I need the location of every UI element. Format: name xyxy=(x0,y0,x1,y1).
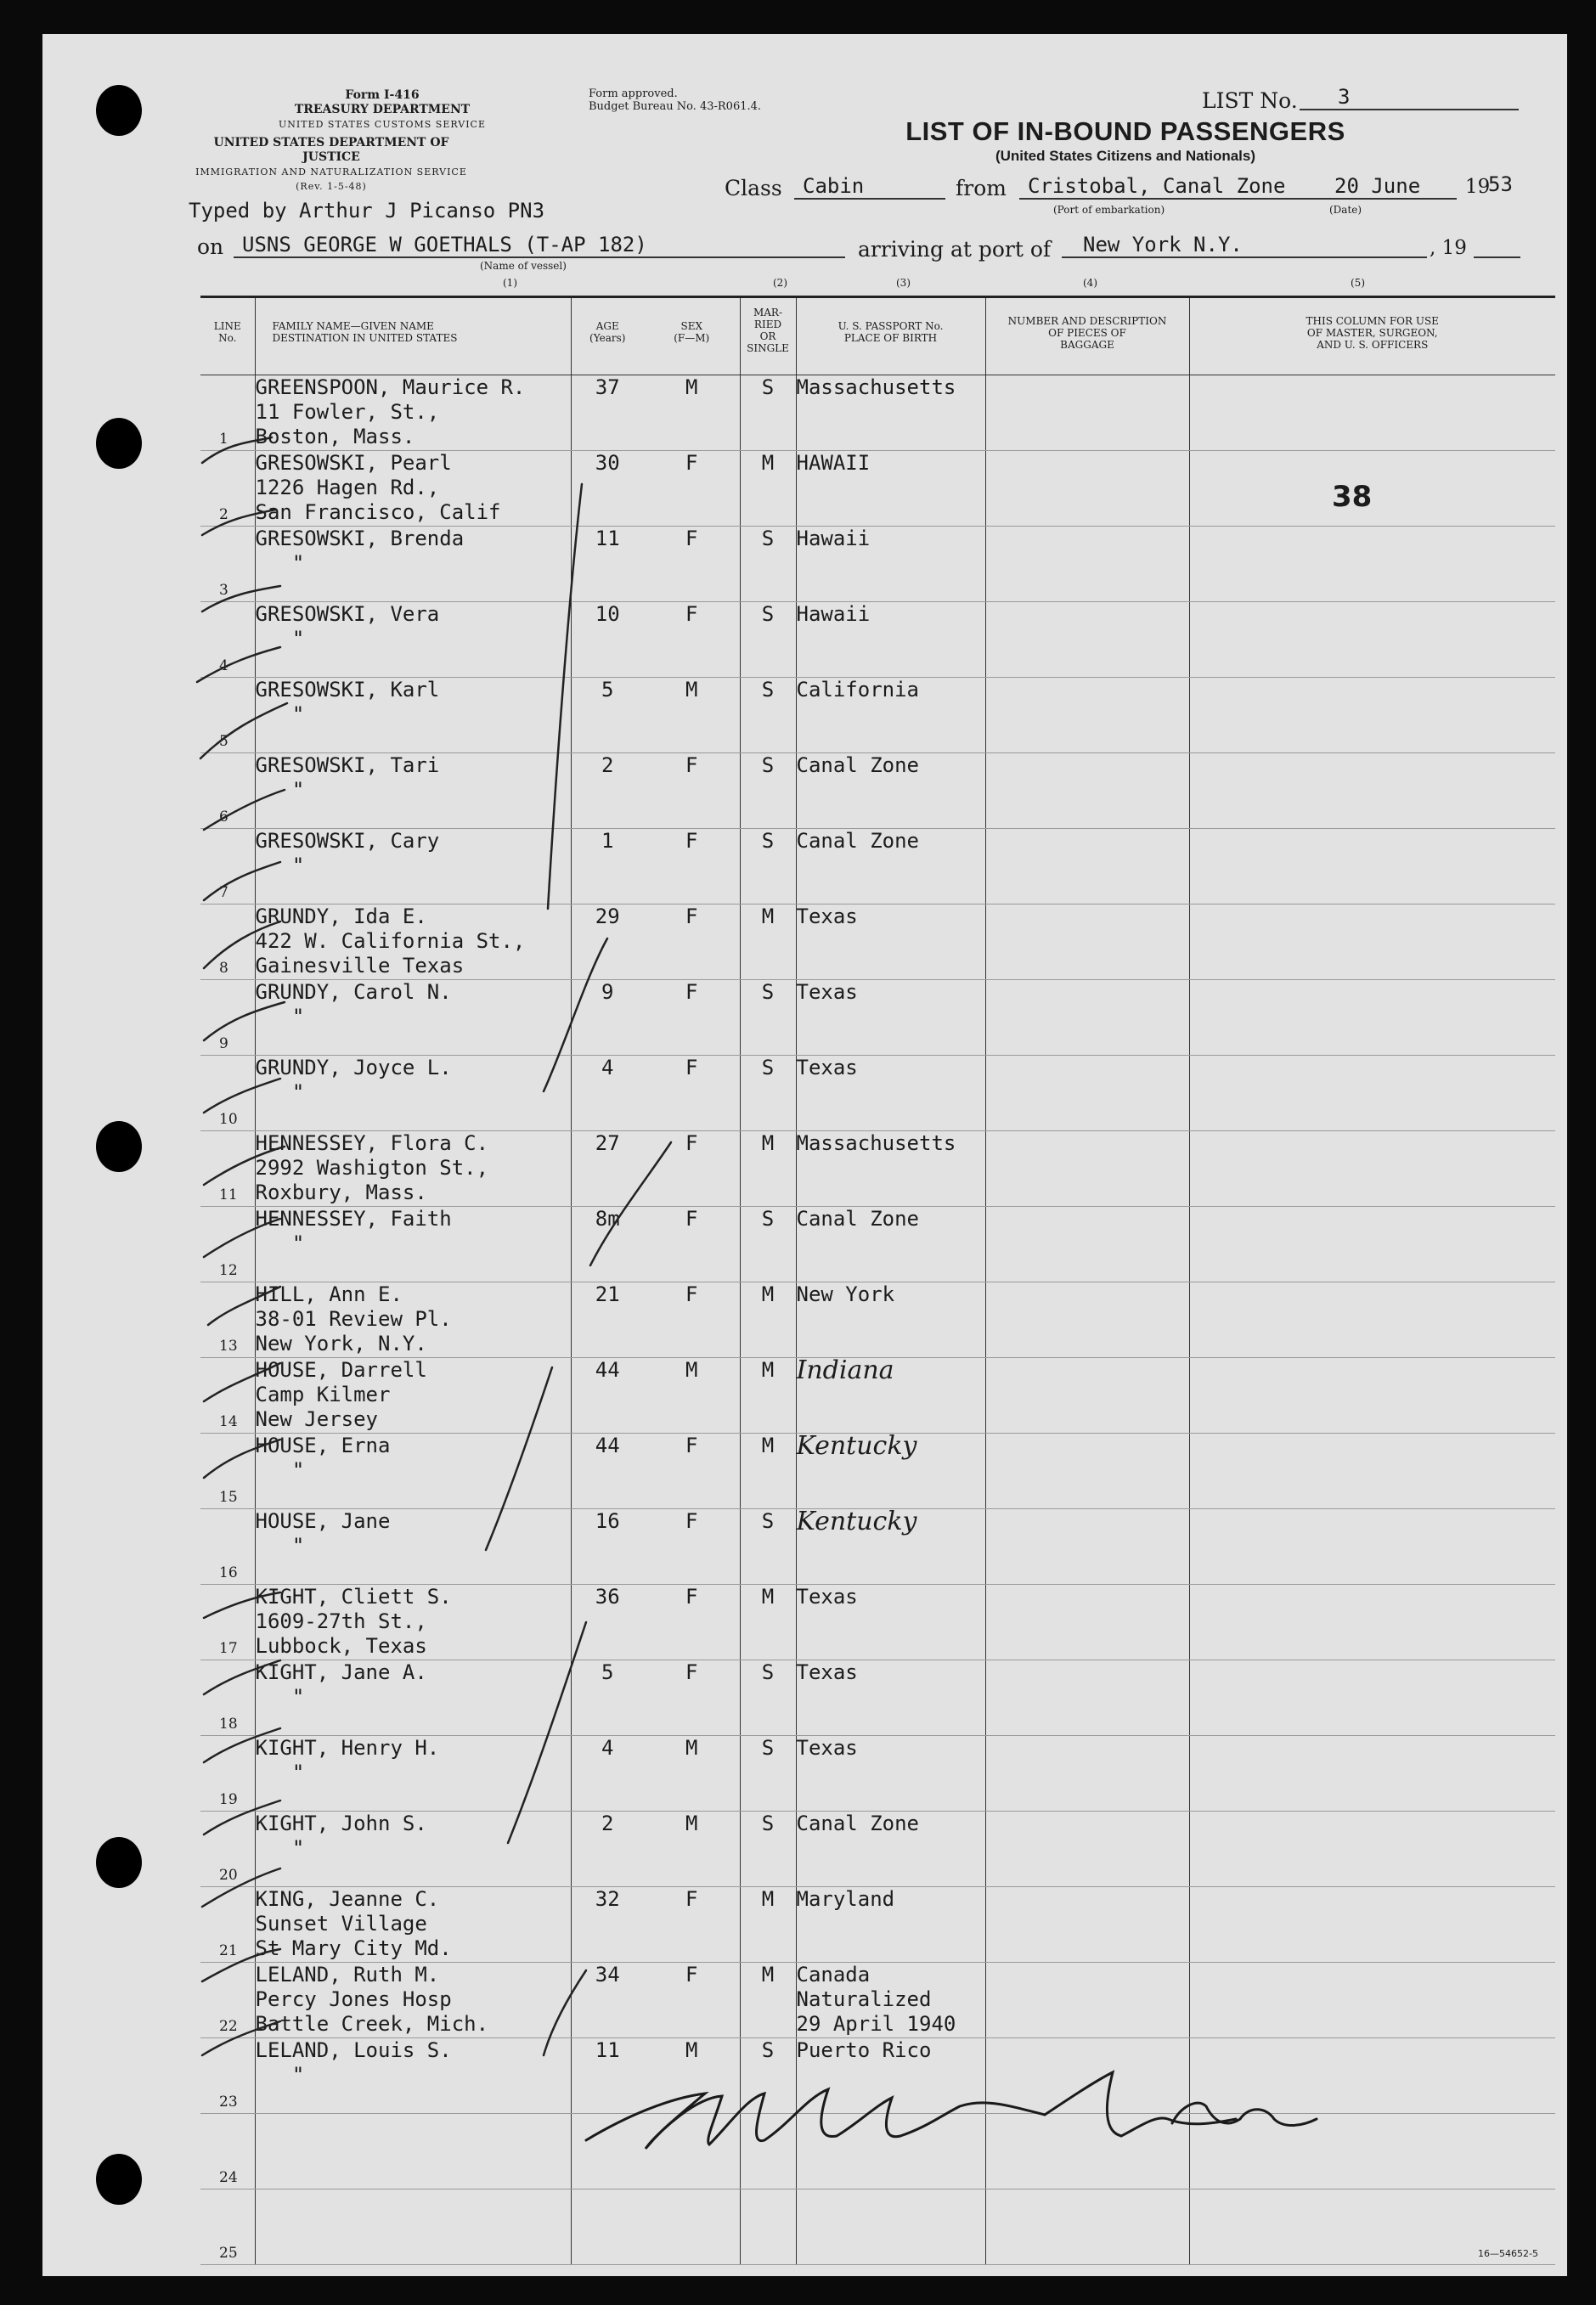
place-of-birth: Puerto Rico xyxy=(796,2038,985,2114)
class-value: Cabin xyxy=(803,174,865,198)
customs-service: UNITED STATES CUSTOMS SERVICE xyxy=(279,119,486,130)
line-number: 23 xyxy=(219,2094,238,2111)
passenger-sex: F xyxy=(644,905,740,980)
tick-mark xyxy=(204,1002,285,1040)
passenger-name: KIGHT, John S. " xyxy=(255,1812,571,1887)
passenger-name: KIGHT, Jane A. " xyxy=(255,1660,571,1736)
tick-mark xyxy=(204,1592,280,1618)
place-of-birth: Massachusetts xyxy=(796,375,985,451)
passenger-age: 11 xyxy=(571,2038,644,2114)
passenger-age: 37 xyxy=(571,375,644,451)
tick-mark xyxy=(208,1287,280,1325)
form-approved-line: Form approved. xyxy=(589,87,678,100)
bracket-line xyxy=(590,1142,671,1265)
treasury-dept: TREASURY DEPARTMENT xyxy=(294,103,471,116)
passenger-sex: F xyxy=(644,1585,740,1660)
marital-status: S xyxy=(740,375,796,451)
line-number: 17 xyxy=(219,1640,238,1657)
passenger-age: 44 xyxy=(571,1434,644,1509)
passenger-sex: M xyxy=(644,1736,740,1812)
tick-mark xyxy=(204,862,280,900)
line-number: 21 xyxy=(219,1942,238,1959)
col-header-text: SEX xyxy=(680,320,703,332)
bracket-line xyxy=(544,938,607,1091)
passenger-name: GRUNDY, Carol N. " xyxy=(255,980,571,1056)
line-number: 6 xyxy=(219,809,228,826)
passenger-sex: F xyxy=(644,1131,740,1207)
line-number: 20 xyxy=(219,1867,238,1884)
page-subtitle: (United States Citizens and Nationals) xyxy=(995,148,1256,164)
tick-mark xyxy=(200,703,287,758)
passenger-sex: F xyxy=(644,980,740,1056)
year-prefix: 19 xyxy=(1465,176,1491,198)
passenger-age: 2 xyxy=(571,1812,644,1887)
col-header-text: BAGGAGE xyxy=(1060,339,1114,351)
passenger-sex: F xyxy=(644,602,740,678)
passenger-age: 5 xyxy=(571,678,644,753)
passenger-age: 44 xyxy=(571,1358,644,1434)
passenger-sex: F xyxy=(644,1282,740,1358)
place-of-birth: Hawaii xyxy=(796,602,985,678)
form-number: Form I-416 xyxy=(345,88,420,102)
passenger-age: 2 xyxy=(571,753,644,829)
passenger-name: KIGHT, Cliett S. 1609-27th St., Lubbock, Texas xyxy=(255,1585,571,1660)
stamp-number: 38 xyxy=(1332,480,1373,514)
marital-status: M xyxy=(740,905,796,980)
page-title: LIST OF IN-BOUND PASSENGERS xyxy=(905,116,1345,146)
passenger-sex: F xyxy=(644,1963,740,2038)
marital-status: S xyxy=(740,1660,796,1736)
line-number: 8 xyxy=(219,960,228,977)
passenger-name: HOUSE, Darrell Camp Kilmer New Jersey xyxy=(255,1358,571,1434)
place-of-birth: Canal Zone xyxy=(796,753,985,829)
passenger-sex: F xyxy=(644,1056,740,1131)
passenger-age: 8m xyxy=(571,1207,644,1282)
place-of-birth: HAWAII xyxy=(796,451,985,527)
line-number: 12 xyxy=(219,1262,238,1279)
passenger-sex: F xyxy=(644,753,740,829)
marital-status: S xyxy=(740,2038,796,2114)
passenger-age: 32 xyxy=(571,1887,644,1963)
passenger-sex: F xyxy=(644,527,740,602)
marital-status: S xyxy=(740,1812,796,1887)
tick-mark xyxy=(204,1147,285,1185)
line-number: 15 xyxy=(219,1489,238,1506)
tick-mark xyxy=(197,647,280,682)
ins-service: IMMIGRATION AND NATURALIZATION SERVICE xyxy=(195,166,467,178)
tick-mark xyxy=(202,586,280,611)
place-of-birth: Texas xyxy=(796,1585,985,1660)
marital-status: M xyxy=(740,1887,796,1963)
line-number: 19 xyxy=(219,1791,238,1808)
passenger-sex: F xyxy=(644,1434,740,1509)
passenger-age: 4 xyxy=(571,1056,644,1131)
line-number: 4 xyxy=(219,657,228,674)
tick-mark xyxy=(204,1440,280,1478)
marital-status: S xyxy=(740,1056,796,1131)
arrival-port: New York N.Y. xyxy=(1083,233,1243,256)
place-of-birth: Texas xyxy=(796,1660,985,1736)
passenger-name: HENNESSEY, Faith " xyxy=(255,1207,571,1282)
passenger-sex: F xyxy=(644,1660,740,1736)
col-header-text: DESTINATION IN UNITED STATES xyxy=(272,332,458,344)
passenger-age: 5 xyxy=(571,1660,644,1736)
passenger-name: GRESOWSKI, Karl " xyxy=(255,678,571,753)
passenger-age: 4 xyxy=(571,1736,644,1812)
col-header-text: PLACE OF BIRTH xyxy=(843,332,938,344)
tick-mark xyxy=(204,1079,280,1113)
line-number: 5 xyxy=(219,733,228,750)
col-header-text: RIED xyxy=(753,318,782,330)
passenger-sex: F xyxy=(644,1887,740,1963)
line-number: 7 xyxy=(219,884,228,901)
passenger-name: KIGHT, Henry H. " xyxy=(255,1736,571,1812)
class-label: Class xyxy=(725,176,782,200)
tick-mark xyxy=(204,1728,280,1762)
passenger-age: 1 xyxy=(571,829,644,905)
marital-status: S xyxy=(740,1509,796,1585)
place-of-birth: Massachusetts xyxy=(796,1131,985,1207)
budget-bureau-line: Budget Bureau No. 43-R061.4. xyxy=(589,100,762,113)
line-number: 11 xyxy=(219,1186,238,1203)
passenger-name: GRESOWSKI, Pearl 1226 Hagen Rd., San Francisco, Calif xyxy=(255,451,571,527)
place-of-birth: Texas xyxy=(796,905,985,980)
place-of-birth: New York xyxy=(796,1282,985,1358)
passenger-name: GRESOWSKI, Brenda " xyxy=(255,527,571,602)
passenger-age: 10 xyxy=(571,602,644,678)
list-no-value: 3 xyxy=(1338,85,1351,109)
passenger-name: GRESOWSKI, Tari " xyxy=(255,753,571,829)
line-number: 24 xyxy=(219,2169,238,2186)
passenger-age: 11 xyxy=(571,527,644,602)
place-of-birth: Texas xyxy=(796,1736,985,1812)
marital-status: M xyxy=(740,1131,796,1207)
year-value: 53 xyxy=(1488,172,1513,196)
line-number: 14 xyxy=(219,1413,238,1430)
bracket-line xyxy=(508,1622,586,1843)
col-number: (5) xyxy=(1351,277,1365,289)
passenger-age: 36 xyxy=(571,1585,644,1660)
passenger-name: HILL, Ann E. 38-01 Review Pl. New York, N.Y. xyxy=(255,1282,571,1358)
signature xyxy=(586,2072,1317,2149)
passenger-sex: M xyxy=(644,375,740,451)
col-header-text: THIS COLUMN FOR USE xyxy=(1306,315,1439,327)
passenger-name: HOUSE, Erna " xyxy=(255,1434,571,1509)
arriving-label: arriving at port of xyxy=(858,237,1052,262)
marital-status: S xyxy=(740,753,796,829)
passenger-sex: M xyxy=(644,2038,740,2114)
list-no-label: LIST No. xyxy=(1202,88,1298,113)
col-number: (3) xyxy=(896,277,911,289)
line-number: 22 xyxy=(219,2018,238,2035)
place-of-birth: Canal Zone xyxy=(796,1812,985,1887)
place-of-birth: Indiana xyxy=(796,1358,985,1434)
col-header-text: OR xyxy=(759,330,776,342)
passenger-name: GRUNDY, Ida E. 422 W. California St., Gainesville Texas xyxy=(255,905,571,980)
col-header-text: No. xyxy=(218,332,237,344)
passenger-name: GRESOWSKI, Cary " xyxy=(255,829,571,905)
col-header-text: FAMILY NAME—GIVEN NAME xyxy=(272,320,434,332)
passenger-age: 16 xyxy=(571,1509,644,1585)
line-number: 25 xyxy=(219,2245,238,2262)
arrival-year-prefix: , 19 xyxy=(1430,237,1467,259)
tick-mark xyxy=(202,437,272,463)
col-number: (4) xyxy=(1083,277,1097,289)
date-caption: (Date) xyxy=(1329,204,1362,216)
passenger-name: GREENSPOON, Maurice R. 11 Fowler, St., Boston, Mass. xyxy=(255,375,571,451)
marital-status: S xyxy=(740,1207,796,1282)
bracket-line xyxy=(486,1367,552,1550)
marital-status: M xyxy=(740,1963,796,2038)
tick-mark xyxy=(202,510,276,535)
vessel-name: USNS GEORGE W GOETHALS (T-AP 182) xyxy=(242,233,647,256)
line-number: 2 xyxy=(219,506,228,523)
marital-status: M xyxy=(740,1358,796,1434)
tick-mark xyxy=(204,790,285,830)
from-label: from xyxy=(956,176,1007,200)
line-number: 18 xyxy=(219,1716,238,1733)
marital-status: S xyxy=(740,678,796,753)
passenger-sex: F xyxy=(644,451,740,527)
passenger-name: KING, Jeanne C. Sunset Village St Mary City Md. xyxy=(255,1887,571,1963)
marital-status: M xyxy=(740,1434,796,1509)
col-header-text: SINGLE xyxy=(747,342,789,354)
line-number: 9 xyxy=(219,1035,228,1052)
passenger-sex: M xyxy=(644,678,740,753)
place-of-birth: Kentucky xyxy=(796,1509,985,1585)
marital-status: S xyxy=(740,829,796,905)
passenger-sex: F xyxy=(644,1509,740,1585)
col-number: (2) xyxy=(773,277,787,289)
line-number: 3 xyxy=(219,582,228,599)
tick-mark xyxy=(204,921,280,968)
place-of-birth: Texas xyxy=(796,980,985,1056)
port-caption: (Port of embarkation) xyxy=(1053,204,1165,216)
place-of-birth: Canal Zone xyxy=(796,829,985,905)
bracket-line xyxy=(548,484,582,909)
from-value: Cristobal, Canal Zone xyxy=(1028,174,1286,198)
col-header-text: MAR- xyxy=(753,307,783,318)
line-number: 1 xyxy=(219,431,228,448)
marital-status: M xyxy=(740,1282,796,1358)
revision-date: (Rev. 1-5-48) xyxy=(296,181,367,192)
on-label: on xyxy=(197,234,224,259)
passenger-sex: M xyxy=(644,1812,740,1887)
col-number: (1) xyxy=(503,277,517,289)
col-header-text: NUMBER AND DESCRIPTION xyxy=(1007,315,1167,327)
passenger-age: 21 xyxy=(571,1282,644,1358)
col-header-text: LINE xyxy=(213,320,241,332)
marital-status: S xyxy=(740,527,796,602)
tick-mark xyxy=(202,1868,280,1907)
tick-mark xyxy=(204,1660,280,1694)
place-of-birth: Maryland xyxy=(796,1887,985,1963)
passenger-age: 29 xyxy=(571,905,644,980)
line-number: 10 xyxy=(219,1111,238,1128)
passenger-name: GRESOWSKI, Vera " xyxy=(255,602,571,678)
passenger-age: 34 xyxy=(571,1963,644,2038)
col-header-text: U. S. PASSPORT No. xyxy=(837,320,944,332)
place-of-birth: Kentucky xyxy=(796,1434,985,1509)
passenger-name: LELAND, Ruth M. Percy Jones Hosp Battle Creek, Mich. xyxy=(255,1963,571,2038)
tick-mark xyxy=(202,2021,280,2055)
passenger-name: HENNESSEY, Flora C. 2992 Washigton St., Roxbury, Mass. xyxy=(255,1131,571,1207)
marital-status: S xyxy=(740,980,796,1056)
place-of-birth: Canada Naturalized 29 April 1940 xyxy=(796,1963,985,2038)
tick-mark xyxy=(204,1363,280,1401)
passenger-age: 27 xyxy=(571,1131,644,1207)
col-header-text: AGE xyxy=(595,320,619,332)
marital-status: S xyxy=(740,602,796,678)
marital-status: S xyxy=(740,1736,796,1812)
date-value: 20 June xyxy=(1334,174,1421,198)
vessel-caption: (Name of vessel) xyxy=(480,260,567,272)
tick-mark xyxy=(204,1801,280,1834)
place-of-birth: California xyxy=(796,678,985,753)
place-of-birth: Hawaii xyxy=(796,527,985,602)
typed-by: Typed by Arthur J Picanso PN3 xyxy=(189,199,545,223)
col-header-text: OF PIECES OF xyxy=(1048,327,1126,339)
passenger-sex: M xyxy=(644,1358,740,1434)
place-of-birth: Texas xyxy=(796,1056,985,1131)
passenger-sex: F xyxy=(644,1207,740,1282)
col-header-text: OF MASTER, SURGEON, xyxy=(1306,327,1438,339)
place-of-birth: Canal Zone xyxy=(796,1207,985,1282)
passenger-name: HOUSE, Jane " xyxy=(255,1509,571,1585)
line-number: 13 xyxy=(219,1338,238,1355)
footer-code: 16—54652-5 xyxy=(1478,2248,1538,2259)
passenger-sex: F xyxy=(644,829,740,905)
tick-mark xyxy=(202,1949,280,1981)
col-header-text: (F—M) xyxy=(674,332,710,344)
marital-status: M xyxy=(740,451,796,527)
passenger-age: 9 xyxy=(571,980,644,1056)
line-number: 16 xyxy=(219,1564,238,1581)
marital-status: M xyxy=(740,1585,796,1660)
tick-mark xyxy=(204,1219,280,1257)
justice-dept: UNITED STATES DEPARTMENT OF JUSTICE xyxy=(213,136,449,164)
bracket-line xyxy=(544,1970,586,2055)
col-header-text: (Years) xyxy=(589,332,626,344)
passenger-name: GRUNDY, Joyce L. " xyxy=(255,1056,571,1131)
passenger-name: LELAND, Louis S. " xyxy=(255,2038,571,2114)
col-header-text: AND U. S. OFFICERS xyxy=(1317,339,1429,351)
passenger-age: 30 xyxy=(571,451,644,527)
